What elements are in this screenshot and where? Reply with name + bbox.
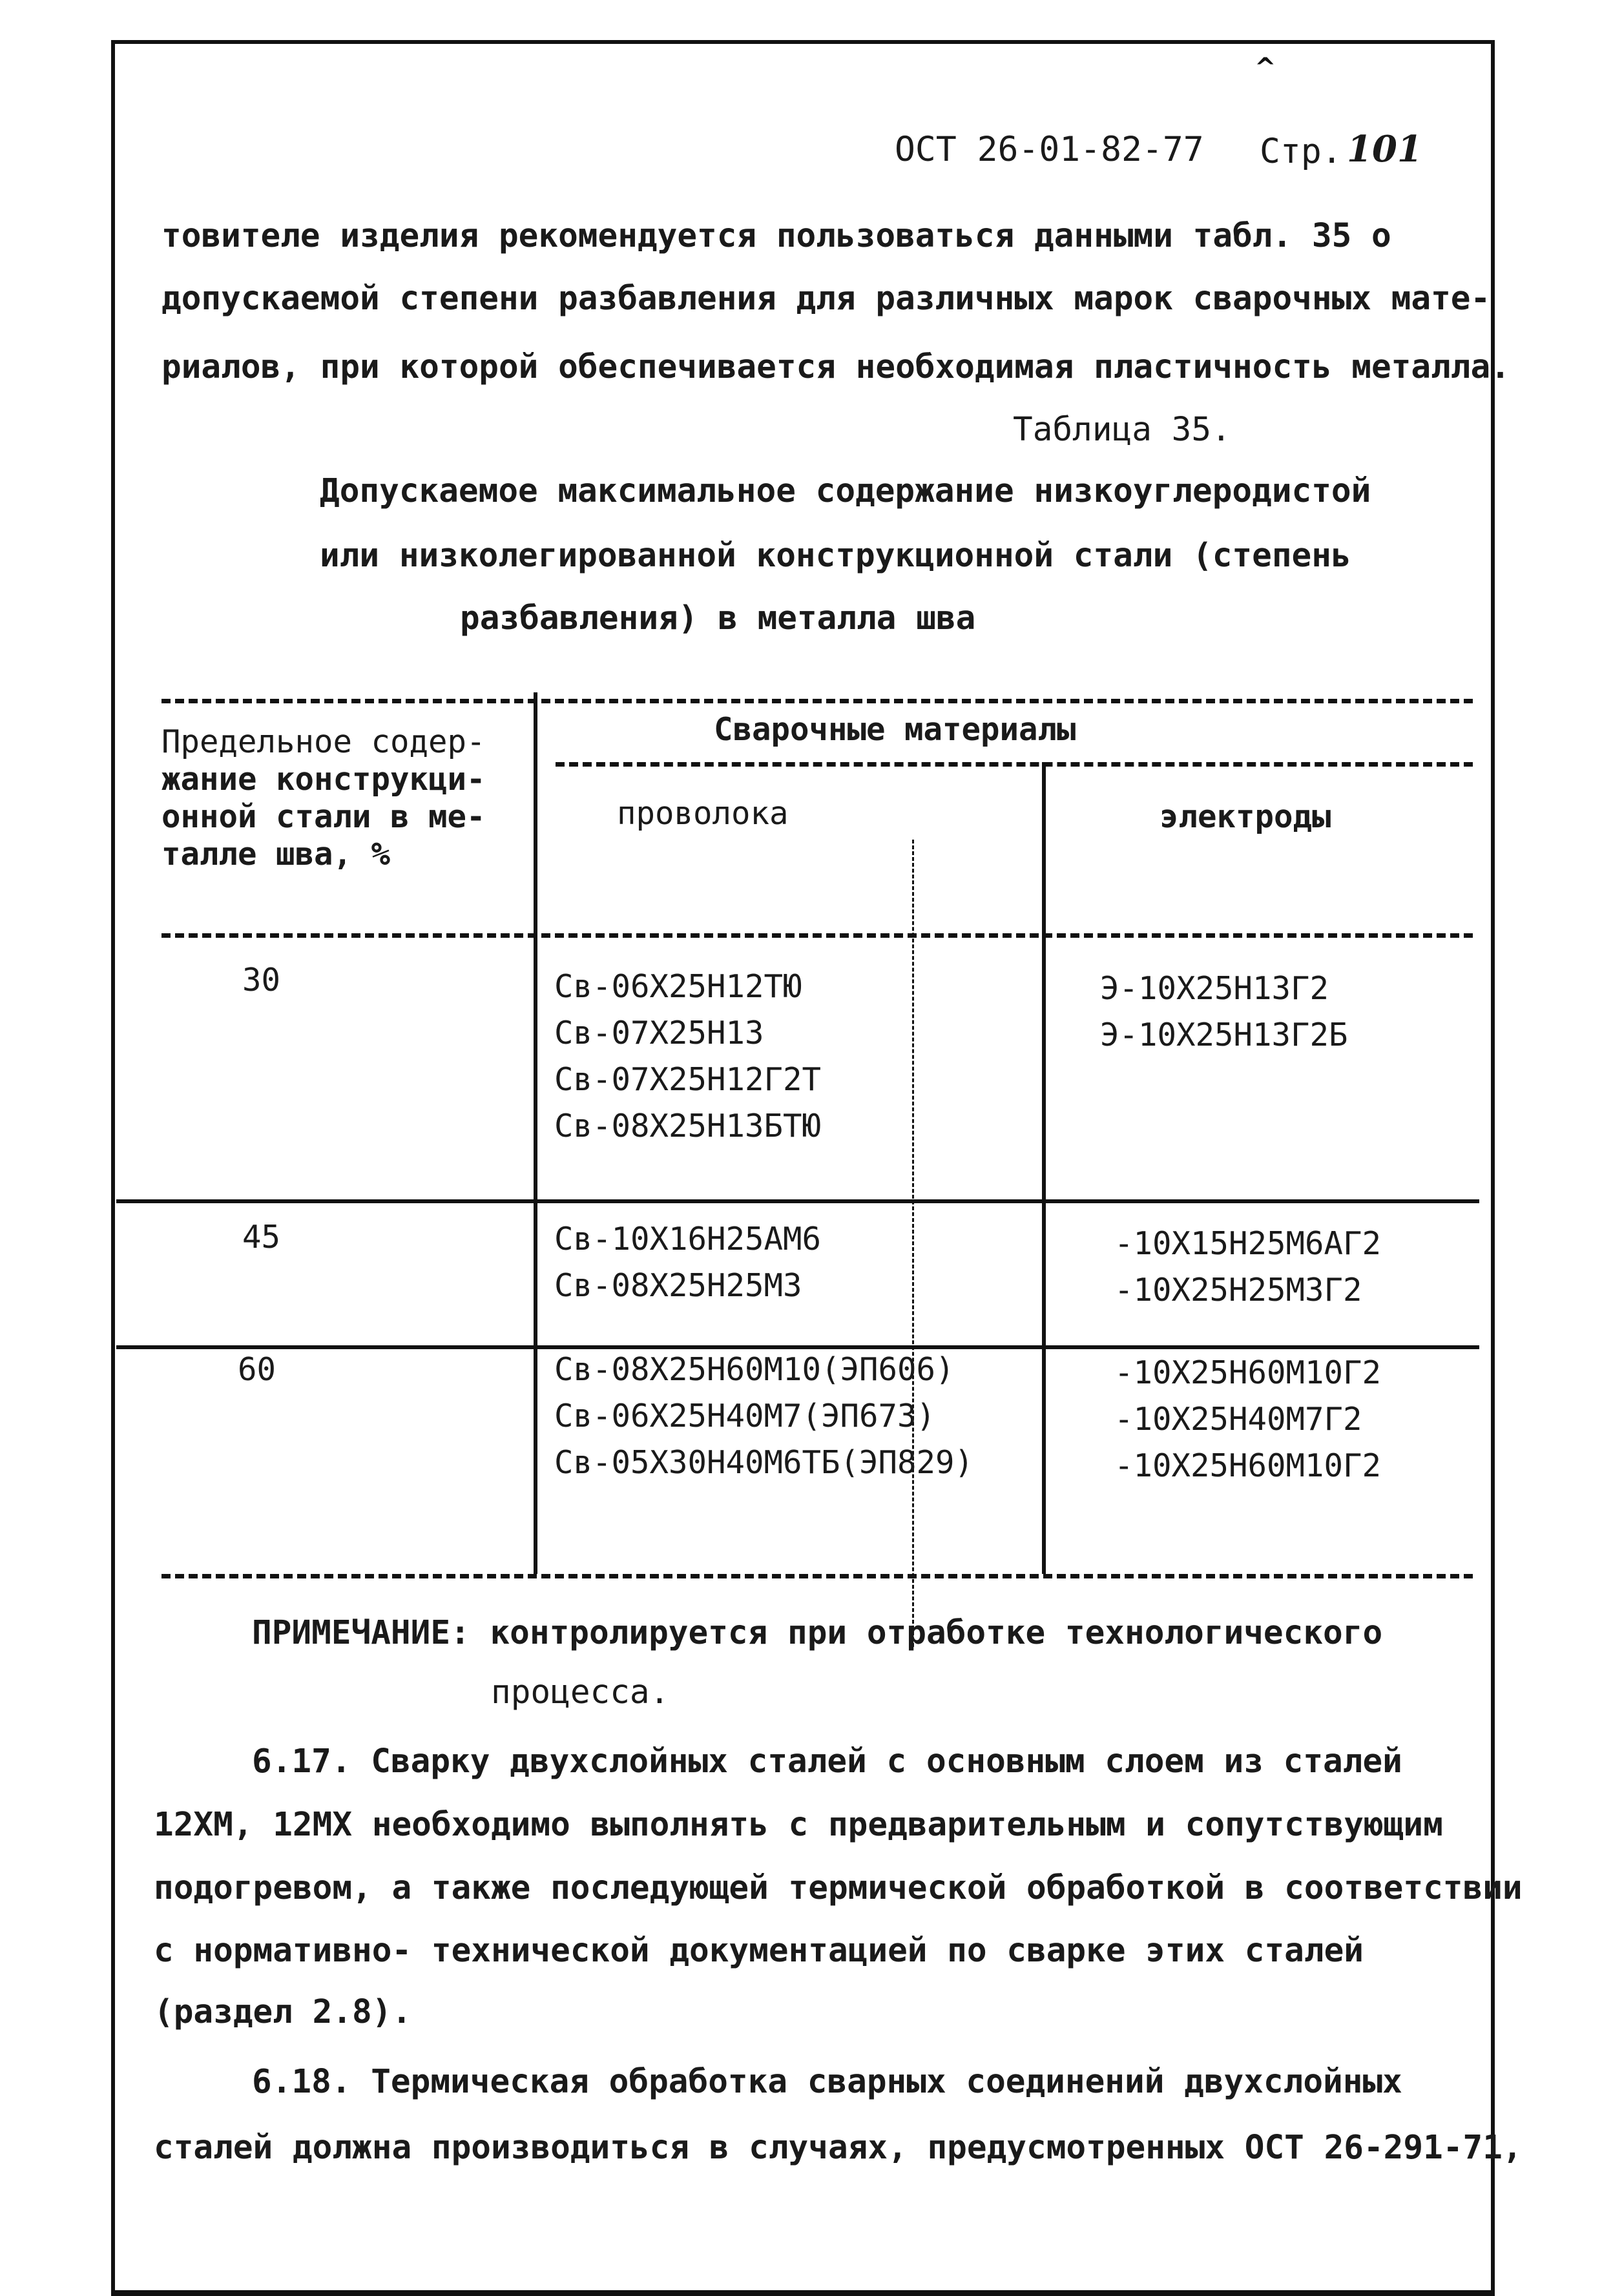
table-bottom-rule [161, 1574, 1473, 1578]
table-row-60-wires [554, 1347, 973, 1486]
table-row-60-electrodes [1114, 1350, 1381, 1489]
electrode-item: -10Х15Н25М6АГ2 [1114, 1225, 1382, 1262]
electrode-item: -10Х25Н60М10Г2 [1114, 1447, 1382, 1484]
wire-item: Св-05Х30Н40М6ТБ(ЭП829) [554, 1444, 974, 1481]
table-top-rule [161, 699, 1473, 703]
wire-item: Св-08Х25Н25М3 [554, 1267, 802, 1304]
table-row-45-wires [554, 1216, 821, 1309]
doc-code: ОСТ 26-01-82-77 [895, 130, 1204, 169]
wire-item: Св-10Х16Н25АМ6 [554, 1221, 822, 1257]
intro-line-2: допускаемой степени разбавления для различных марок сварочных мате- [161, 280, 1491, 318]
wire-item: Св-07Х25Н12Г2Т [554, 1061, 822, 1098]
intro-line-1: товителе изделия рекомендуется пользоваться данными табл. 35 о [161, 217, 1391, 255]
table-row-30-limit: 30 [242, 962, 281, 998]
wire-item: Св-06Х25Н40М7(ЭП673) [554, 1398, 936, 1434]
table-title-line-2: или низколегированной конструкционной стали (степень [320, 537, 1351, 575]
electrode-item: Э-10Х25Н13Г2Б [1100, 1017, 1348, 1053]
electrode-item: -10Х25Н40М7Г2 [1114, 1401, 1362, 1438]
col1-header: Предельное содер- жание конструкци- онной стали в ме- талле шва, % [161, 723, 486, 873]
header-bottom-rule [161, 933, 1473, 938]
note-line-2: процесса. [491, 1673, 670, 1712]
page-label: Стр. [1260, 132, 1342, 171]
para-617-line-5: (раздел 2.8). [154, 1993, 412, 2031]
col-rule-2 [1042, 762, 1046, 1574]
electrode-item: -10Х25Н60М10Г2 [1114, 1354, 1382, 1391]
caret-mark: ^ [1254, 53, 1276, 83]
wire-item: Св-07Х25Н13 [554, 1015, 764, 1051]
col2-header: проволока [617, 795, 789, 832]
table-title-line-3: разбавления) в металла шва [460, 599, 976, 637]
table-row-30-wires [554, 964, 821, 1150]
table-row-45-limit: 45 [242, 1219, 281, 1256]
electrode-item: Э-10Х25Н13Г2 [1100, 970, 1329, 1007]
wire-item: Св-06Х25Н12ТЮ [554, 968, 802, 1005]
table-title-line-1: Допускаемое максимальное содержание низкоуглеродистой [320, 472, 1371, 510]
para-618-line-2: сталей должна производиться в случаях, предусмотренных ОСТ 26-291-71, [154, 2129, 1523, 2167]
para-617-line-3: подогревом, а также последующей термической обработкой в соответствии [154, 1869, 1523, 1907]
group-header: Сварочные материалы [714, 711, 1076, 748]
note-line-1: ПРИМЕЧАНИЕ: контролируется при отработке технологического [252, 1614, 1383, 1652]
page-number: 101 [1347, 128, 1422, 171]
wire-item: Св-08Х25Н60М10(ЭП606) [554, 1351, 955, 1388]
table-row-45-electrodes [1114, 1221, 1381, 1314]
fold-mark [912, 840, 914, 1647]
wire-item: Св-08Х25Н13БТЮ [554, 1108, 822, 1144]
para-617-line-1: 6.17. Сварку двухслойных сталей с основным слоем из сталей [252, 1743, 1402, 1781]
electrode-item: -10Х25Н25М3Г2 [1114, 1272, 1362, 1308]
para-617-line-2: 12ХМ, 12МХ необходимо выполнять с предварительным и сопутствующим [154, 1806, 1443, 1844]
col-rule-1 [534, 692, 537, 1574]
para-618-line-1: 6.18. Термическая обработка сварных соединений двухслойных [252, 2063, 1402, 2101]
row-rule-1 [116, 1199, 1479, 1203]
para-617-line-4: с нормативно- технической документацией по сварке этих сталей [154, 1932, 1364, 1970]
table-label: Таблица 35. [1013, 411, 1231, 449]
table-row-60-limit: 60 [238, 1351, 276, 1388]
intro-line-3: риалов, при которой обеспечивается необходимая пластичность металла. [161, 348, 1510, 386]
table-row-30-electrodes [1100, 966, 1348, 1059]
group-header-rule [556, 762, 1473, 767]
col3-header: электроды [1160, 798, 1331, 835]
